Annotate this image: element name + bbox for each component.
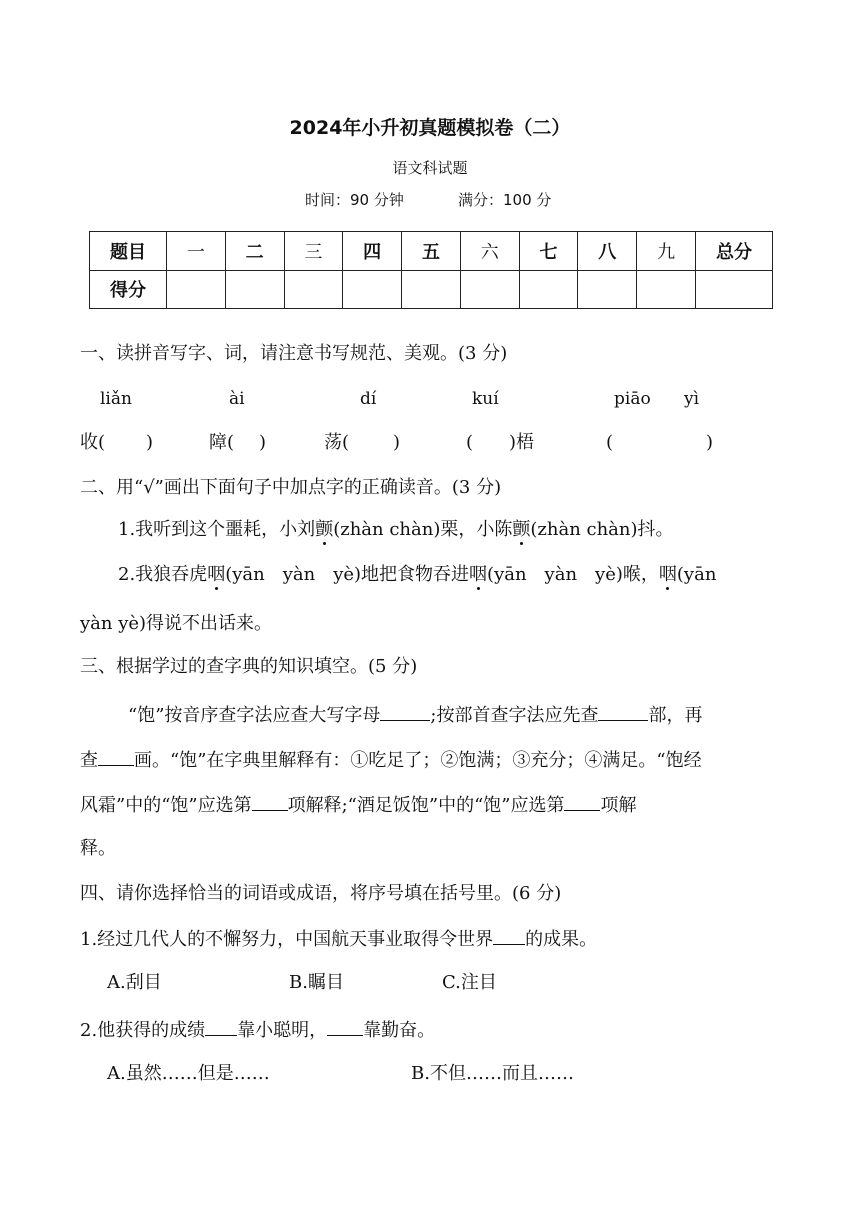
q3-text-d: 查 <box>80 750 98 771</box>
q3-line-2 <box>80 747 702 773</box>
q2-s2-text-b: (yān yàn yè)地把食物吞进 <box>225 564 470 585</box>
q2-heading: 二、用“√”画出下面句子中加点字的正确读音。(3 分) <box>80 477 502 498</box>
page-subtitle: 语文科试题 <box>392 159 468 177</box>
score-input-1[interactable] <box>167 270 226 309</box>
q3-blank-strokes[interactable] <box>98 747 134 766</box>
q3-blank-letter[interactable] <box>380 702 430 721</box>
q3-blank-meaning-1[interactable] <box>252 792 288 811</box>
score-table <box>89 231 773 309</box>
score-table-header-row <box>90 232 773 271</box>
q1-word-3-close: ) <box>393 432 401 453</box>
q3-heading: 三、根据学过的查字典的知识填空。(5 分) <box>80 656 418 677</box>
exam-full-score: 满分：100 分 <box>458 191 552 209</box>
q4-s1-option-b[interactable]: B.瞩目 <box>289 972 344 993</box>
q1-word-1-close: ) <box>146 432 154 453</box>
q1-word-3-open: 荡( <box>324 432 350 453</box>
q2-s1-text-c: (zhàn chàn)抖。 <box>530 519 674 540</box>
q1-word-1-open: 收( <box>80 432 106 453</box>
q2-sentence-2 <box>118 563 716 587</box>
q3-text-c: 部，再 <box>648 705 703 726</box>
q4-sentence-1 <box>80 926 597 952</box>
q3-line-1 <box>128 702 702 728</box>
q1-heading: 一、读拼音写字、词，请注意书写规范、美观。(3 分) <box>80 343 508 364</box>
q1-pinyin-2: ài <box>229 389 245 409</box>
q4-s2-blank-1[interactable] <box>205 1017 237 1036</box>
q3-text-a: “饱”按音序查字法应查大写字母 <box>128 705 381 726</box>
q1-pinyin-4: kuí <box>472 389 499 409</box>
q4-s2-text-b: 靠小聪明， <box>237 1020 328 1041</box>
q4-s1-text-b: 的成果。 <box>525 929 598 950</box>
q3-line-4: 释。 <box>80 838 116 859</box>
score-input-8[interactable] <box>578 270 637 309</box>
q3-text-f: 风霜”中的“饱”应选第 <box>80 795 252 816</box>
score-cell-total: 总分 <box>696 232 773 271</box>
q1-word-4-open: ( <box>466 432 474 453</box>
q1-word-5-open: ( <box>606 432 614 453</box>
score-cell-1: 一 <box>167 232 226 271</box>
score-cell-7: 七 <box>519 232 578 271</box>
score-input-3[interactable] <box>284 270 343 309</box>
q4-s2-text-c: 靠勤奋。 <box>363 1020 436 1041</box>
q3-line-3 <box>80 792 636 818</box>
score-cell-2: 二 <box>225 232 284 271</box>
score-cell-3: 三 <box>284 232 343 271</box>
q4-s2-blank-2[interactable] <box>327 1017 363 1036</box>
q2-s2-text-a: 2.我狼吞虎 <box>118 564 208 585</box>
q1-word-5-close: ) <box>706 432 714 453</box>
q2-s2-text-d: (yān <box>676 564 717 585</box>
q4-s1-option-c[interactable]: C.注目 <box>442 972 497 993</box>
score-input-6[interactable] <box>460 270 519 309</box>
exam-time: 时间：90 分钟 <box>305 191 404 209</box>
q1-word-2-open: 障( <box>209 432 235 453</box>
score-input-total[interactable] <box>696 270 773 309</box>
q1-pinyin-1: liǎn <box>100 389 132 409</box>
q1-pinyin-3: dí <box>360 389 377 409</box>
score-table-score-row <box>90 270 773 309</box>
q3-blank-meaning-2[interactable] <box>564 792 600 811</box>
q1-word-2-close: ) <box>259 432 267 453</box>
q2-s1-text-b: (zhàn chàn)栗，小陈 <box>333 519 513 540</box>
q2-s1-dotted-char-1: 颤 <box>315 519 334 540</box>
q2-s1-text-a: 1.我听到这个噩耗，小刘 <box>118 519 316 540</box>
q2-sentence-2-cont: yàn yè)得说不出话来。 <box>80 613 273 634</box>
score-cell-label: 题目 <box>90 232 167 271</box>
score-input-4[interactable] <box>343 270 402 309</box>
q3-text-g: 项解释;“酒足饭饱”中的“饱”应选第 <box>287 795 565 816</box>
score-cell-8: 八 <box>578 232 637 271</box>
q2-s1-dotted-char-2: 颤 <box>512 519 531 540</box>
page-title: 2024年小升初真题模拟卷（二） <box>289 117 571 139</box>
q3-text-e: 画。“饱”在字典里解释有：①吃足了；②饱满；③充分；④满足。“饱经 <box>134 750 702 771</box>
q4-s2-option-a[interactable]: A.虽然……但是…… <box>107 1063 270 1084</box>
q2-s2-dotted-char-1: 咽 <box>207 564 226 585</box>
score-input-9[interactable] <box>637 270 696 309</box>
score-input-5[interactable] <box>402 270 461 309</box>
q3-text-h: 项解 <box>600 795 637 816</box>
q4-s2-text-a: 2.他获得的成绩 <box>80 1020 206 1041</box>
score-input-2[interactable] <box>225 270 284 309</box>
q4-sentence-2 <box>80 1017 435 1043</box>
q2-sentence-1 <box>118 518 674 542</box>
score-input-7[interactable] <box>519 270 578 309</box>
q2-s2-dotted-char-3: 咽 <box>658 564 677 585</box>
q4-s1-blank[interactable] <box>493 926 525 945</box>
score-row-label: 得分 <box>90 270 167 309</box>
q3-text-b: ;按部首查字法应先查 <box>430 705 599 726</box>
score-cell-5: 五 <box>402 232 461 271</box>
q3-blank-radical[interactable] <box>598 702 648 721</box>
q2-s2-text-c: (yān yàn yè)喉， <box>487 564 659 585</box>
q4-s1-option-a[interactable]: A.刮目 <box>107 972 162 993</box>
q1-pinyin-6: yì <box>684 389 700 409</box>
q1-word-4-close: )梧 <box>509 432 535 453</box>
score-cell-9: 九 <box>637 232 696 271</box>
q4-heading: 四、请你选择恰当的词语或成语，将序号填在括号里。(6 分) <box>80 883 562 904</box>
q1-pinyin-5: piāo <box>614 389 651 409</box>
score-cell-4: 四 <box>343 232 402 271</box>
score-cell-6: 六 <box>460 232 519 271</box>
q2-s2-dotted-char-2: 咽 <box>469 564 488 585</box>
q4-s2-option-b[interactable]: B.不但……而且…… <box>411 1063 574 1084</box>
q4-s1-text-a: 1.经过几代人的不懈努力，中国航天事业取得令世界 <box>80 929 494 950</box>
